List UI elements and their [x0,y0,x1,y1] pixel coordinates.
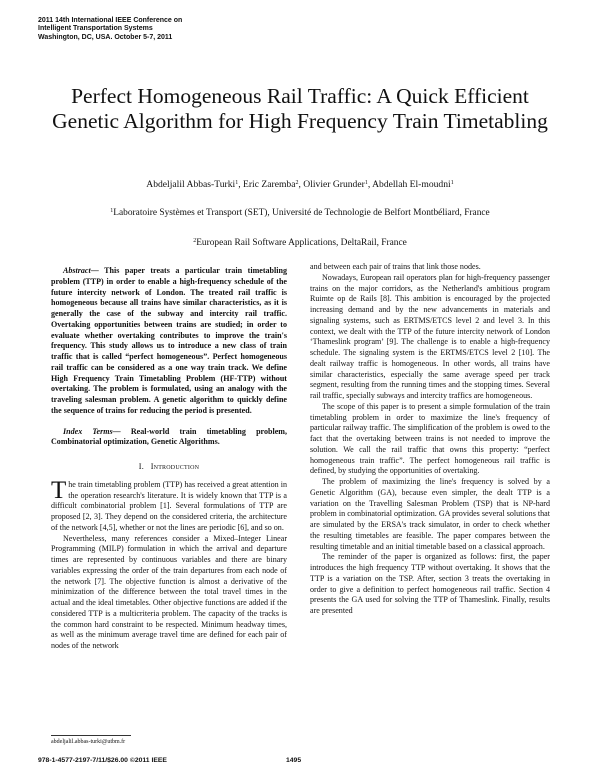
intro-paragraph-1 [51,476,287,534]
affiliation-number: 1 [110,208,114,214]
author-affiliation-mark: 1 [450,180,454,186]
affiliation-2 [40,237,560,249]
abstract-label: Abstract— [63,266,99,275]
right-paragraph-1: Nowadays, European rail operators plan for high-frequency passenger trains on the major corridors, as the Netherland's ambitious program Ruimte op de Rails [8]. This ambition is encouraged by the projected increasing demand and by the new advancements in materials and signaling systems, such as ERTMS/ETCS level 2 and level 3. In this context, we dealt with the TTP of the future intercity network of London ‘Thameslink program’ [9]. The challenge is to enable a high-frequency schedule. The signaling system is the ERTMS/ETCS level 2 [10]. The dealt railway traffic is homogeneous. In other words, all trains have similar characteristics, especially the same average speed per track segment, resulting from the running times and the stopping times. Several rail traffic, specially subways and intercity traffics are homogeneous. [310,272,550,400]
section-numeral: I. [138,462,144,471]
conference-header [38,17,298,42]
author-name: Eric Zaremba [243,179,296,190]
right-paragraph-continued: and between each pair of trains that link those nodes. [310,262,481,271]
affiliation-text: Laboratoire Systèmes et Transport (SET), Université de Technologie de Belfort Montbéliard, France [113,208,490,218]
paper-title: Perfect Homogeneous Rail Traffic: A Quick Efficient Genetic Algorithm for High Frequency Train Timetabling [52,84,548,133]
author-affiliation-mark: 2 [295,180,299,186]
isbn-copyright: 978-1-4577-2197-7/11/$26.00 ©2011 IEEE [38,757,167,764]
right-paragraph-3: The problem of maximizing the line's frequency is solved by a Genetic Algorithm (GA), because even simpler, the dealt TTP is a variation on the Travelling Salesman Problem (TSP) that is NP-hard problem in combinatorial optimization. GA provides several solutions that are simulated by the ERSA's track simulator, in order to check whether the resulting timetables are feasible. The paper compares between the resulting timetable and an initial timetable based on a classical approach. [310,477,550,551]
conference-line-3: Washington, DC, USA. October 5-7, 2011 [38,33,173,41]
index-terms-label: Index Terms— [63,426,121,436]
footnote-divider [51,735,131,736]
conference-line-2: Intelligent Transportation Systems [38,25,153,33]
abstract [51,266,287,417]
right-column [310,262,550,617]
drop-cap: T [51,476,67,504]
abstract-text: This paper treats a particular train timetabling problem (TTP) in order to enable a high-frequency schedule of the future intercity network of London. The treated rail traffic is homogeneous because all trains have similar characteristics, as it is generally the case of the subway and intercity rail traffic. Overtaking opportunities between trains are studied; in order to evaluate whether overtaking contributes to improve the train's frequency. This study allows us to introduce a new class of train traffic that is called “perfect homogeneous”. Perfect homogeneous rail traffic can be considered as a one way train track. We define High Frequency Train Timetabling Problem (HF-TTP) without overtaking. The problem is formulated, using an analogy with the traveling salesman problem. A genetic algorithm to quickly define the sequence of trains for reducing the period is presented. [51,266,287,415]
intro-paragraph-1-text: he train timetabling problem (TTP) has received a great attention in the operation research's literature. It is widely known that TTP is a difficult combinatorial problem [1]. Several formulations of TTP are proposed [2, 3]. They depend on the considered criteria, the architecture of the network [4,5], whether or not the lines are periodic [6], and so on. [51,479,287,532]
page-number: 1495 [286,757,302,764]
index-terms-text: Real-world train timetabling problem, Combinatorial optimization, Genetic Algorithms. [51,426,287,447]
author-name: Olivier Grunder [303,179,365,190]
index-terms [51,427,287,449]
left-column [51,266,287,652]
author-affiliation-mark: 1 [235,180,239,186]
author-separator: , [238,179,243,190]
affiliation-1 [40,207,560,219]
affiliation-number: 2 [193,238,197,244]
right-paragraph-4: The reminder of the paper is organized as follows: first, the paper introduces the high frequency TTP without overtaking. It shows that the TTP is a variation on the TSP. After, section 3 treats the overtaking in order to give a definition to perfect homogeneous rail traffic. Section 4 presents the GA used for solving the TTP of Thameslink. Finally, results are presented [310,552,550,615]
intro-paragraph-2: Nevertheless, many references consider a Mixed–Integer Linear Programming (MILP) formulation in which the arrival and departure times are represented by continuous variables and there are binary variables expressing the order of the train departures from each node of the network [7]. The objective function is almost a derivative of the minimization of the difference between the total travel times in the actual and the ideal timetables. Other objective functions are added if the considered TTP is a multicriteria problem. The capacity of the tracks is the common hard constraint to be respected. Minimum headway times, as well as the minimum average travel time are defined for each pair of nodes of the network [51,533,287,650]
section-title: Introduction [150,462,200,471]
conference-line-1: 2011 14th International IEEE Conference on [38,17,183,24]
section-heading-introduction [51,462,287,473]
author-list [40,179,560,191]
right-paragraph-2: The scope of this paper is to present a simple formulation of the train timetabling problem in order to maximize the line's frequency of particular railway traffic. The simplification of the problem is owed to the fact that the overtaking between trains is not needed to improve the solution. We call the rail traffic that owns this property: “perfect homogeneous train traffic”. The perfect homogeneous rail traffic is defined, by studying the opportunities of overtaking. [310,401,550,476]
author-separator: , [367,179,373,190]
author-name: Abdeljalil Abbas-Turki [146,179,236,190]
footnote-email: abdeljalil.abbas-turki@utbm.fr [51,739,126,745]
author-name: Abdellah El-moudni [372,179,451,190]
author-affiliation-mark: 1 [364,180,368,186]
author-separator: , [298,179,304,190]
affiliation-text: European Rail Software Applications, DeltaRail, France [196,238,407,248]
